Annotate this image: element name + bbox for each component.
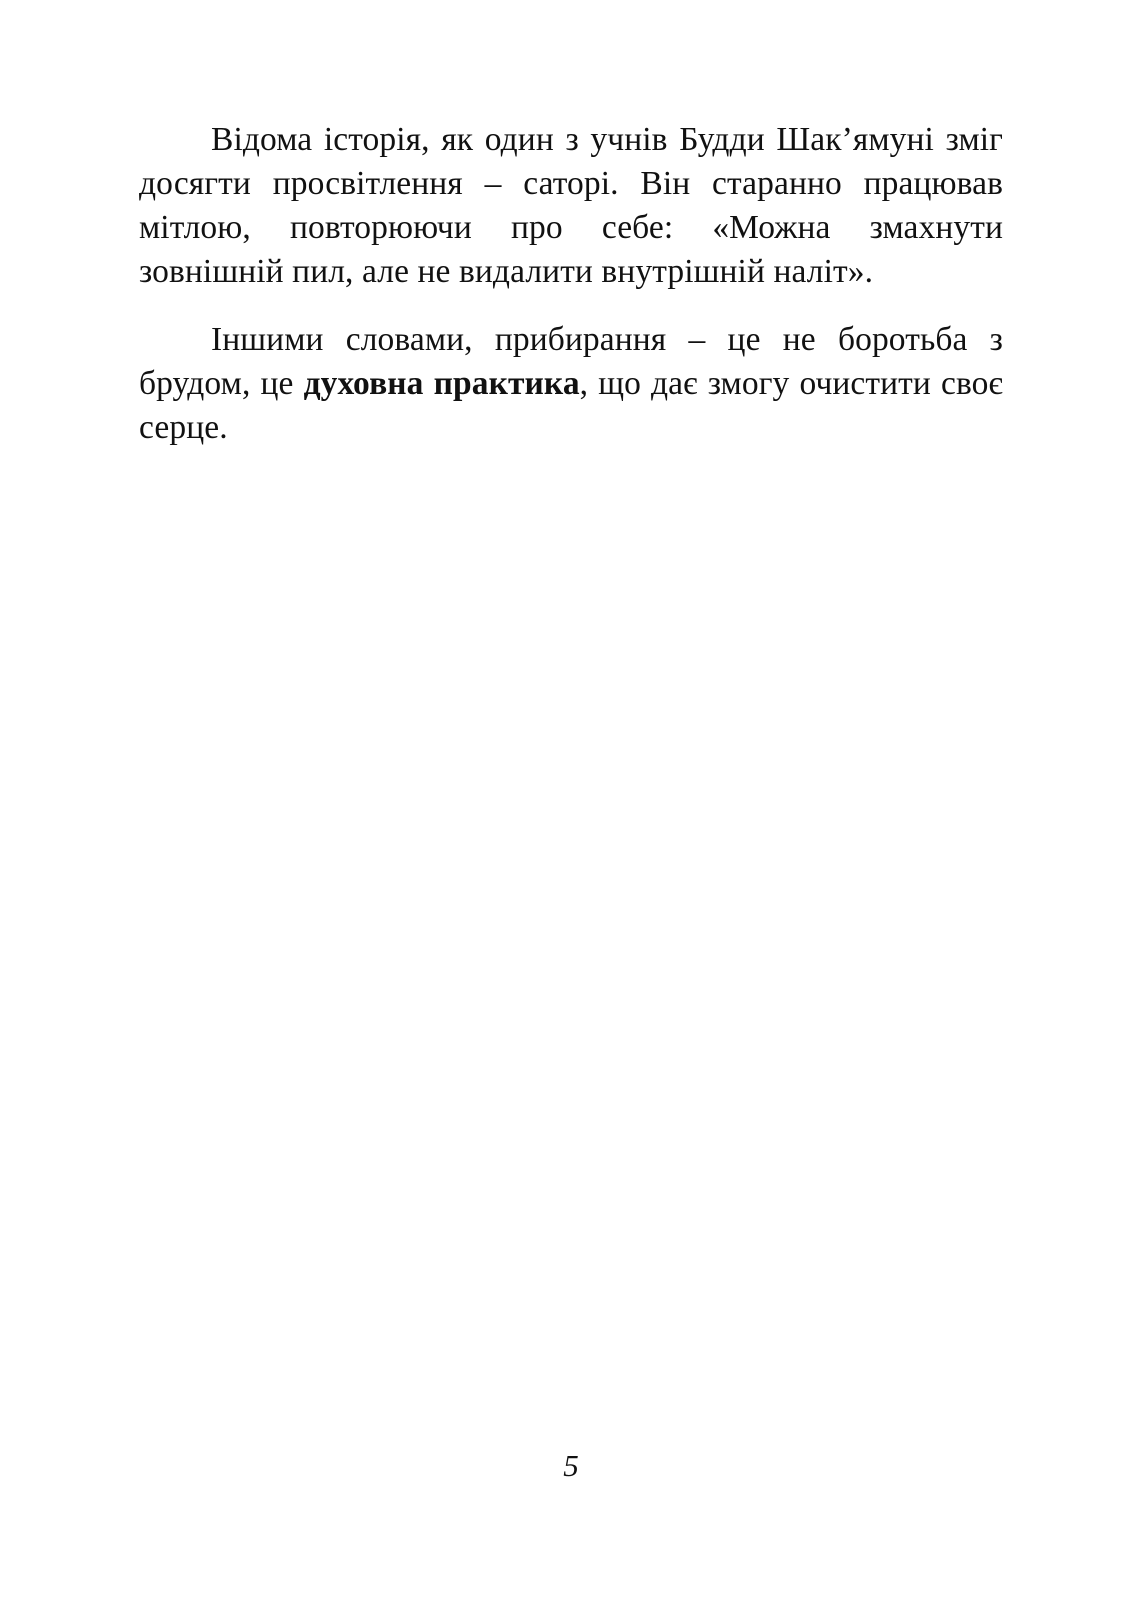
paragraph-2-lead: Іншими словами, прибирання – це не боротьба з брудом, це [139, 321, 1003, 402]
paragraph-2-tail: , що дає змогу очистити своє серце. [139, 365, 1003, 446]
body-text [139, 118, 1003, 450]
paragraph-1: Відома історія, як один з учнів Будди Шак’ямуні зміг досягти просвітлення – саторі. Він старанно працював мітлою, повторюючи про себе: «Можна змахнути зовнішній пил, але не видалити внутрішній наліт». [139, 121, 1003, 290]
page-number: 5 [563, 1448, 579, 1483]
paragraph-2-emphasis: духовна практика [303, 365, 580, 402]
paragraph-2 [139, 318, 1003, 450]
